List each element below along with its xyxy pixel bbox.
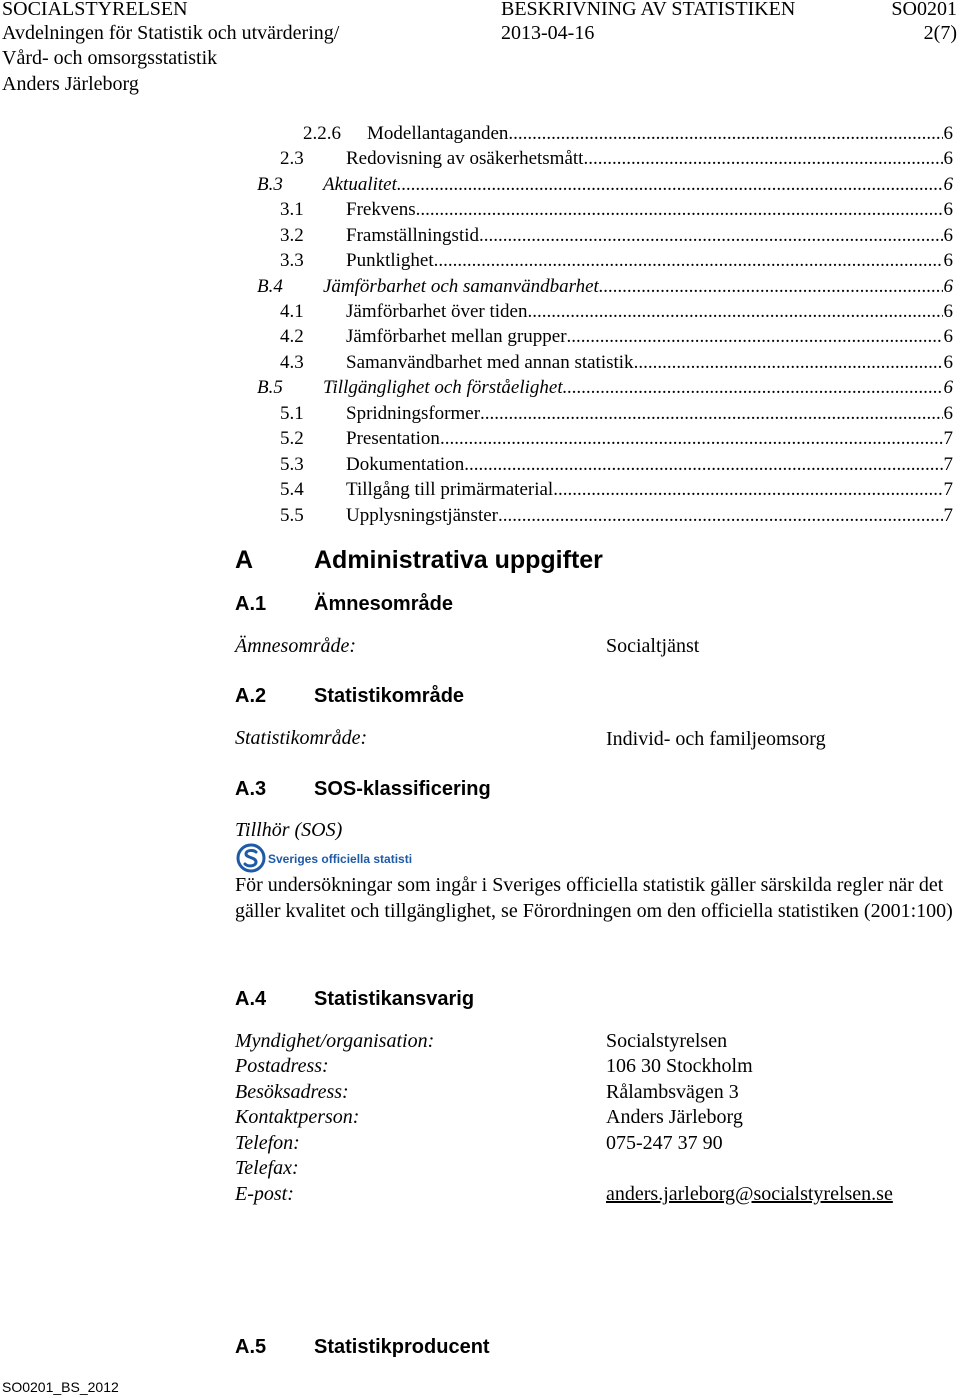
sos-logo <box>236 843 412 873</box>
toc-entry[interactable] <box>280 324 953 349</box>
toc-page: 6 <box>943 225 953 246</box>
toc-number: B.4 <box>257 276 283 297</box>
toc-entry[interactable] <box>280 146 953 171</box>
toc-leader <box>464 452 942 477</box>
toc-title: Framställningstid <box>346 225 479 246</box>
toc-number: 5.3 <box>280 454 304 475</box>
telephone-value: 075-247 37 90 <box>606 1132 723 1154</box>
toc-title: Jämförbarhet och samanvändbarhet <box>323 276 599 297</box>
email-link[interactable]: anders.jarleborg@socialstyrelsen.se <box>606 1183 893 1205</box>
toc-page: 7 <box>943 479 953 500</box>
toc-title: Upplysningstjänster <box>346 505 498 526</box>
subsection-number-a3: A.3 <box>235 778 267 800</box>
toc-number: B.5 <box>257 377 283 398</box>
subsection-title-a2: Statistikområde <box>314 685 465 707</box>
toc-title: Aktualitet <box>323 174 397 195</box>
toc-entry[interactable] <box>280 401 953 426</box>
header-page-number: 2(7) <box>923 22 957 44</box>
toc-leader <box>498 503 943 528</box>
toc-number: 5.2 <box>280 428 304 449</box>
toc-leader <box>567 324 943 349</box>
toc-number: 5.5 <box>280 505 304 526</box>
toc-leader <box>397 172 943 197</box>
toc-leader <box>563 375 943 400</box>
toc-number: 5.1 <box>280 403 304 424</box>
organisation-label: Myndighet/organisation: <box>235 1030 435 1052</box>
fax-label: Telefax: <box>235 1157 299 1179</box>
subsection-title-a1: Ämnesområde <box>314 593 453 615</box>
toc-page: 7 <box>943 428 953 449</box>
toc-title: Dokumentation <box>346 454 465 475</box>
toc-leader <box>599 274 943 299</box>
subject-area-value: Socialtjänst <box>606 635 700 657</box>
toc-page: 6 <box>943 352 953 373</box>
toc-entry[interactable] <box>257 274 953 299</box>
section-title: Administrativa uppgifter <box>314 546 603 574</box>
toc-page: 6 <box>943 301 953 322</box>
statistics-area-label: Statistikområde: <box>235 727 368 749</box>
sos-logo-icon <box>236 843 412 873</box>
toc-entry[interactable] <box>257 375 953 400</box>
visiting-address-label: Besöksadress: <box>235 1081 349 1103</box>
toc-title: Punktlighet <box>346 250 434 271</box>
subsection-title-a4: Statistikansvarig <box>314 988 475 1010</box>
toc-number: 5.4 <box>280 479 304 500</box>
toc-page: 7 <box>943 505 953 526</box>
toc-title: Jämförbarhet över tiden <box>346 301 528 322</box>
header-author: Anders Järleborg <box>2 73 139 95</box>
toc-page: 6 <box>943 123 953 144</box>
header-department: Avdelningen för Statistik och utvärdering/ <box>2 22 340 44</box>
sos-paragraph: För undersökningar som ingår i Sveriges officiella statistik gäller särskilda regler när det gäller kvalitet och tillgänglighet, se Förordningen om den officiella statistiken (2001:100) <box>235 874 953 922</box>
toc-entry[interactable] <box>280 299 953 324</box>
toc-leader <box>553 477 942 502</box>
organisation-value: Socialstyrelsen <box>606 1030 728 1052</box>
header-doc-type: BESKRIVNING AV STATISTIKEN <box>501 0 796 20</box>
postal-address-value: 106 30 Stockholm <box>606 1055 753 1077</box>
toc-number: 4.2 <box>280 326 304 347</box>
toc-number: B.3 <box>257 174 283 195</box>
sos-logo-text: Sveriges officiella statistik <box>268 852 412 866</box>
subject-area-label: Ämnesområde: <box>235 635 357 657</box>
email-label: E-post: <box>235 1183 294 1205</box>
toc-number: 3.3 <box>280 250 304 271</box>
toc-number: 4.1 <box>280 301 304 322</box>
toc-number: 3.2 <box>280 225 304 246</box>
subsection-number-a5: A.5 <box>235 1336 267 1358</box>
toc-entry[interactable] <box>280 452 953 477</box>
toc-entry[interactable] <box>257 172 953 197</box>
toc-title: Redovisning av osäkerhetsmått <box>346 148 584 169</box>
toc-leader <box>583 146 942 171</box>
toc-title: Spridningsformer <box>346 403 481 424</box>
toc-page: 6 <box>943 276 953 297</box>
toc-leader <box>634 350 943 375</box>
visiting-address-value: Rålambsvägen 3 <box>606 1081 739 1103</box>
toc-leader <box>440 426 943 451</box>
header-date: 2013-04-16 <box>501 22 595 44</box>
toc-title: Presentation <box>346 428 440 449</box>
section-number: A <box>235 546 254 574</box>
toc-page: 6 <box>943 250 953 271</box>
sos-membership-label: Tillhör (SOS) <box>235 819 343 841</box>
toc-page: 6 <box>943 199 953 220</box>
toc-page: 6 <box>943 403 953 424</box>
toc-number: 2.2.6 <box>303 123 341 144</box>
subsection-number-a2: A.2 <box>235 685 267 707</box>
toc-title: Tillgänglighet och förståelighet <box>323 377 563 398</box>
toc-title: Jämförbarhet mellan grupper <box>346 326 567 347</box>
subsection-number-a1: A.1 <box>235 593 267 615</box>
telephone-label: Telefon: <box>235 1132 300 1154</box>
toc-number: 2.3 <box>280 148 304 169</box>
toc-entry[interactable] <box>280 197 953 222</box>
toc-number: 4.3 <box>280 352 304 373</box>
subsection-title-a3: SOS-klassificering <box>314 778 491 800</box>
postal-address-label: Postadress: <box>235 1055 329 1077</box>
contact-person-value: Anders Järleborg <box>606 1106 743 1128</box>
footer-doc-code: SO0201_BS_2012 <box>2 1379 119 1395</box>
subsection-number-a4: A.4 <box>235 988 267 1010</box>
toc-entry[interactable] <box>280 503 953 528</box>
toc-entry[interactable] <box>280 248 953 273</box>
toc-leader <box>479 223 943 248</box>
contact-person-label: Kontaktperson: <box>235 1106 360 1128</box>
toc-page: 6 <box>943 148 953 169</box>
toc-leader <box>416 197 943 222</box>
toc-number: 3.1 <box>280 199 304 220</box>
toc-title: Modellantaganden <box>367 123 509 144</box>
toc-entry[interactable] <box>303 121 953 146</box>
header-doc-code: SO0201 <box>891 0 957 20</box>
statistics-area-value: Individ- och familjeomsorg <box>606 728 826 750</box>
toc-entry[interactable] <box>280 477 953 502</box>
toc-entry[interactable] <box>280 350 953 375</box>
toc-leader <box>508 121 942 146</box>
toc-page: 6 <box>943 326 953 347</box>
toc-title: Frekvens <box>346 199 416 220</box>
toc-title: Tillgång till primärmaterial <box>346 479 554 500</box>
toc-leader <box>527 299 942 324</box>
toc-title: Samanvändbarhet med annan statistik <box>346 352 634 373</box>
header-unit: Vård- och omsorgsstatistik <box>2 47 218 69</box>
header-org: SOCIALSTYRELSEN <box>2 0 188 20</box>
subsection-title-a5: Statistikproducent <box>314 1336 490 1358</box>
toc-leader <box>434 248 943 273</box>
toc-page: 7 <box>943 454 953 475</box>
toc-entry[interactable] <box>280 223 953 248</box>
toc-entry[interactable] <box>280 426 953 451</box>
toc-page: 6 <box>943 174 953 195</box>
toc-page: 6 <box>943 377 953 398</box>
toc-leader <box>480 401 942 426</box>
